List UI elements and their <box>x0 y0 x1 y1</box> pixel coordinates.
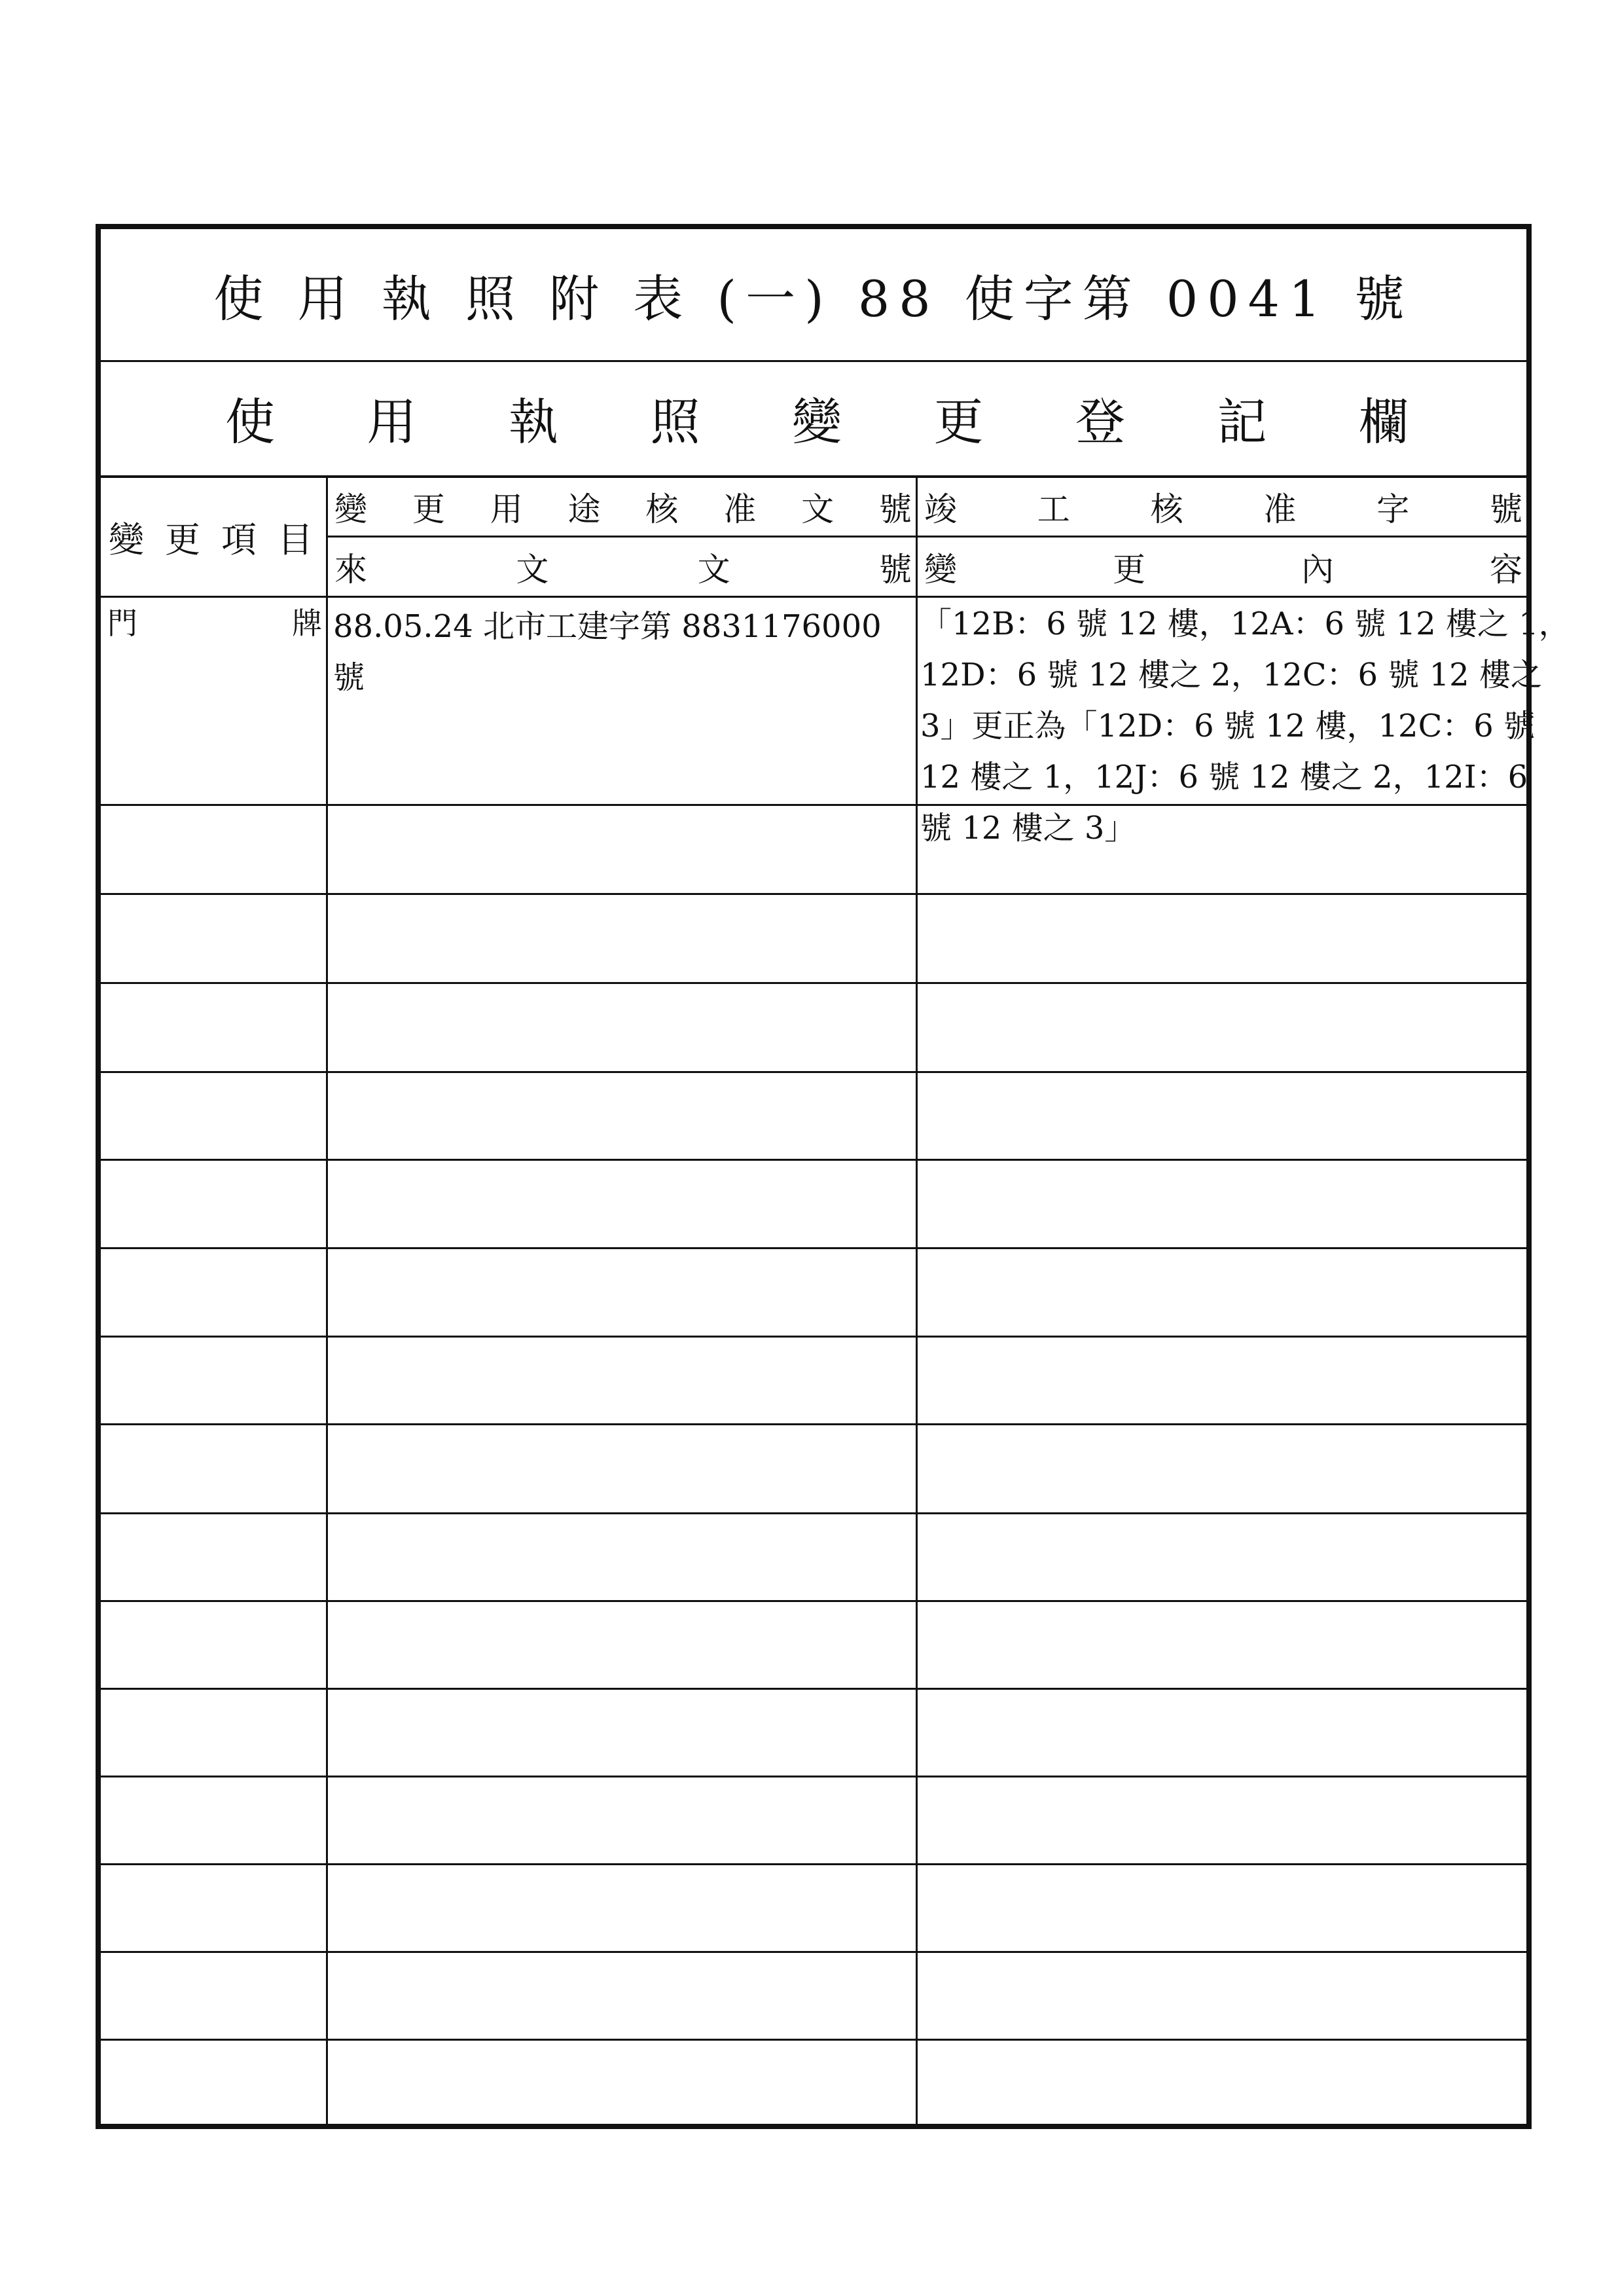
header-char: 內 <box>1301 550 1334 589</box>
permit-annex-form <box>96 224 1570 2129</box>
entry-change-content <box>920 598 1570 854</box>
subtitle-char: 記 <box>1217 392 1267 451</box>
row-separator <box>101 893 1526 895</box>
header-char: 途 <box>567 490 601 528</box>
row-separator <box>101 1951 1526 1953</box>
row-separator <box>101 982 1526 984</box>
header-char: 目 <box>278 519 313 560</box>
header-char: 來 <box>334 550 367 589</box>
header-char: 核 <box>645 490 679 528</box>
entry-doc-number: 88.05.24 北市工建字第 8831176000 號 <box>333 608 882 696</box>
column-divider-2 <box>916 478 918 2124</box>
content-line: 「12B：6 號 12 樓，12A：6 號 12 樓之 1， <box>920 606 1570 642</box>
header-char: 號 <box>878 550 912 589</box>
header-char: 更 <box>1113 550 1145 589</box>
row-separator <box>101 1863 1526 1865</box>
header-char: 准 <box>1263 490 1297 528</box>
header-char: 更 <box>165 519 200 560</box>
subtitle-char: 執 <box>509 392 558 451</box>
subtitle-char: 登 <box>1075 392 1125 451</box>
subtitle-char: 更 <box>933 392 984 451</box>
entry-item-char: 門 <box>107 606 137 641</box>
form-title: 使 用 執 照 附 表 (一) 88 使字第 0041 號 <box>101 229 1526 362</box>
content-line: 12 樓之 1，12J：6 號 12 樓之 2，12I：6 <box>920 759 1528 795</box>
row-separator <box>101 1336 1526 1338</box>
row-separator <box>101 1071 1526 1073</box>
entry-item-char: 牌 <box>292 606 322 641</box>
header-char: 文 <box>801 490 835 528</box>
header-char: 變 <box>109 519 144 560</box>
content-line: 12D：6 號 12 樓之 2，12C：6 號 12 樓之 <box>920 657 1542 693</box>
row-separator <box>101 1423 1526 1425</box>
change-content-header <box>918 538 1526 596</box>
subtitle-char: 照 <box>650 392 700 451</box>
header-char: 變 <box>924 550 957 589</box>
header-char: 核 <box>1150 490 1183 528</box>
subtitle-char: 用 <box>367 392 417 451</box>
header-char: 號 <box>1489 490 1522 528</box>
approval-doc-header <box>328 478 916 536</box>
row-separator <box>101 1512 1526 1514</box>
incoming-doc-header <box>328 538 916 596</box>
change-item-header <box>101 478 326 596</box>
header-char: 更 <box>412 490 445 528</box>
header-char: 項 <box>221 519 257 560</box>
completion-approval-header <box>918 478 1526 536</box>
header-char: 文 <box>516 550 549 589</box>
column-divider-1 <box>326 478 328 2124</box>
header-char: 文 <box>697 550 730 589</box>
subtitle-char: 變 <box>792 392 842 451</box>
row-separator <box>101 1776 1526 1777</box>
row-separator <box>101 1247 1526 1249</box>
header-char: 准 <box>723 490 757 528</box>
row-separator <box>101 2039 1526 2041</box>
content-line: 3」更正為「12D：6 號 12 樓，12C：6 號 <box>920 708 1536 744</box>
header-char: 竣 <box>924 490 957 528</box>
header-char: 用 <box>490 490 523 528</box>
entry-item-cell <box>101 596 326 651</box>
subtitle-char: 欄 <box>1359 392 1409 451</box>
header-char: 字 <box>1376 490 1410 528</box>
subtitle-char: 使 <box>225 392 275 451</box>
content-line: 號 12 樓之 3」 <box>920 810 1136 847</box>
row-separator <box>101 804 1526 806</box>
header-char: 號 <box>878 490 912 528</box>
row-separator <box>101 1600 1526 1602</box>
header-char: 變 <box>334 490 367 528</box>
header-char: 容 <box>1490 550 1522 589</box>
form-subtitle <box>101 360 1526 478</box>
row-separator <box>101 1688 1526 1690</box>
row-separator <box>101 1159 1526 1161</box>
header-char: 工 <box>1037 490 1070 528</box>
